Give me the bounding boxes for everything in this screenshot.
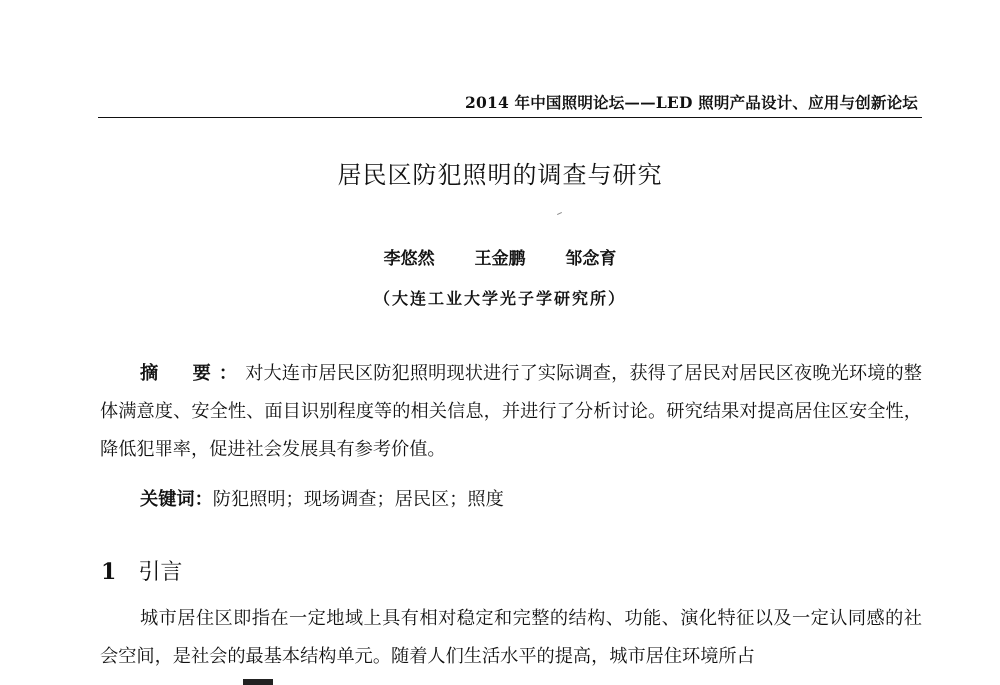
body-paragraph: 城市居住区即指在一定地域上具有相对稳定和完整的结构、功能、演化特征以及一定认同感的社会空间，是社会的最基本结构单元。随着人们生活水平的提高，城市居住环境所占 [100, 608, 922, 667]
section-heading [101, 555, 182, 586]
keywords [140, 485, 504, 511]
author-list [0, 244, 1000, 269]
abstract-text: 对大连市居民区防犯照明现状进行了实际调查，获得了居民对居民区夜晚光环境的整体满意度、安全性、面目识别程度等的相关信息，并进行了分析讨论。研究结果对提高居住区安全性，降低犯罪率，促进社会发展具有参考价值。 [100, 363, 922, 460]
author-name: 李悠然 [383, 249, 435, 269]
section-title: 引言 [138, 560, 183, 585]
abstract [100, 355, 922, 469]
keywords-label: 关键词： [140, 489, 213, 510]
scan-speck [557, 212, 562, 215]
running-header: 2014 年中国照明论坛——LED 照明产品设计、应用与创新论坛 [465, 93, 918, 112]
section-number: 1 [101, 559, 117, 585]
cutoff-text-fragment [243, 679, 273, 685]
header-rule [98, 117, 922, 118]
paper-title: 居民区防犯照明的调查与研究 [337, 161, 663, 189]
affiliation: （大连工业大学光子学研究所） [373, 289, 626, 308]
author-name: 王金鹏 [474, 249, 526, 269]
author-name: 邹念育 [565, 249, 617, 269]
abstract-label: 摘 要： [140, 363, 246, 384]
keywords-text: 防犯照明；现场调查；居民区；照度 [212, 489, 504, 510]
